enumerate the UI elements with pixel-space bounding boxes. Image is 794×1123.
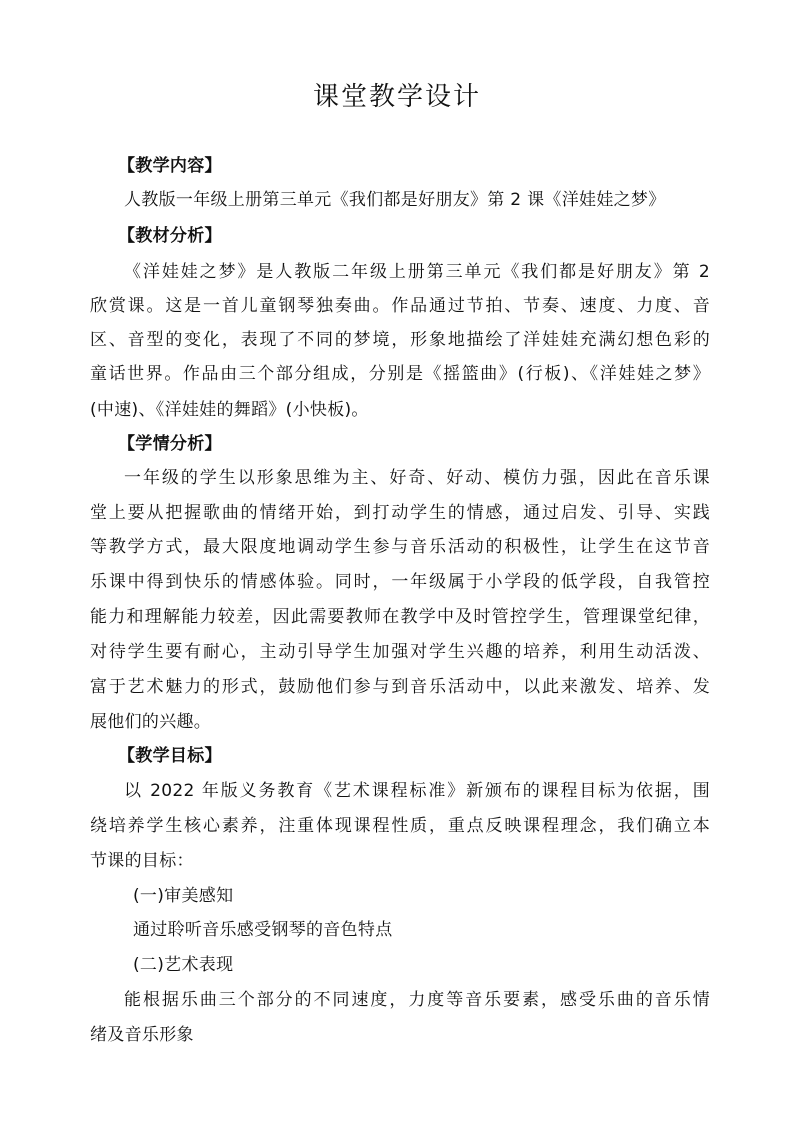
goal-text-aesthetic: 通过聆听音乐感受钢琴的音色特点 (133, 920, 393, 940)
page-title: 课堂教学设计 (312, 82, 481, 112)
students-line: 堂上要从把握歌曲的情绪开始，到打动学生的情感，通过启发、引导、实践 (90, 503, 710, 523)
students-line: 一年级的学生以形象思维为主、好奇、好动、模仿力强，因此在音乐课 (124, 468, 710, 488)
students-line: 能力和理解能力较差，因此需要教师在教学中及时管控学生，管理课堂纪律， (90, 607, 710, 627)
goal-heading-expression: (二)艺术表现 (133, 955, 234, 975)
goal-heading-aesthetic: (一)审美感知 (133, 886, 234, 906)
goals-line: 节课的目标： (90, 851, 194, 871)
material-line: (中速)、《洋娃娃的舞蹈》(小快板)。 (90, 400, 369, 420)
students-line: 等教学方式，最大限度地调动学生参与音乐活动的积极性，让学生在这节音 (90, 537, 710, 557)
heading-teaching-content: 【教学内容】 (118, 156, 222, 176)
goals-line: 以 2022 年版义务教育《艺术课程标准》新颁布的课程目标为依据，围 (124, 781, 710, 801)
students-line: 乐课中得到快乐的情感体验。同时，一年级属于小学段的低学段，自我管控 (90, 572, 710, 592)
heading-student-analysis: 【学情分析】 (118, 434, 222, 454)
material-line: 欣赏课。这是一首儿童钢琴独奏曲。作品通过节拍、节奏、速度、力度、音 (90, 296, 710, 316)
content-line: 人教版一年级上册第三单元《我们都是好朋友》第 2 课《洋娃娃之梦》 (124, 190, 666, 210)
material-line: 童话世界。作品由三个部分组成，分别是《摇篮曲》(行板)、《洋娃娃之梦》 (90, 364, 710, 384)
material-line: 区、音型的变化，表现了不同的梦境，形象地描绘了洋娃娃充满幻想色彩的 (90, 330, 710, 350)
heading-teaching-goals: 【教学目标】 (118, 746, 222, 766)
material-line: 《洋娃娃之梦》是人教版二年级上册第三单元《我们都是好朋友》第 2 (124, 262, 710, 282)
students-line: 对待学生要有耐心，主动引导学生加强对学生兴趣的培养，利用生动活泼、 (90, 642, 710, 662)
heading-material-analysis: 【教材分析】 (118, 226, 222, 246)
goal-text-expression: 绪及音乐形象 (90, 1025, 194, 1045)
goal-text-expression: 能根据乐曲三个部分的不同速度，力度等音乐要素，感受乐曲的音乐情 (124, 990, 710, 1010)
students-line: 富于艺术魅力的形式，鼓励他们参与到音乐活动中，以此来激发、培养、发 (90, 677, 710, 697)
students-line: 展他们的兴趣。 (90, 712, 212, 732)
goals-line: 绕培养学生核心素养，注重体现课程性质，重点反映课程理念，我们确立本 (90, 816, 710, 836)
